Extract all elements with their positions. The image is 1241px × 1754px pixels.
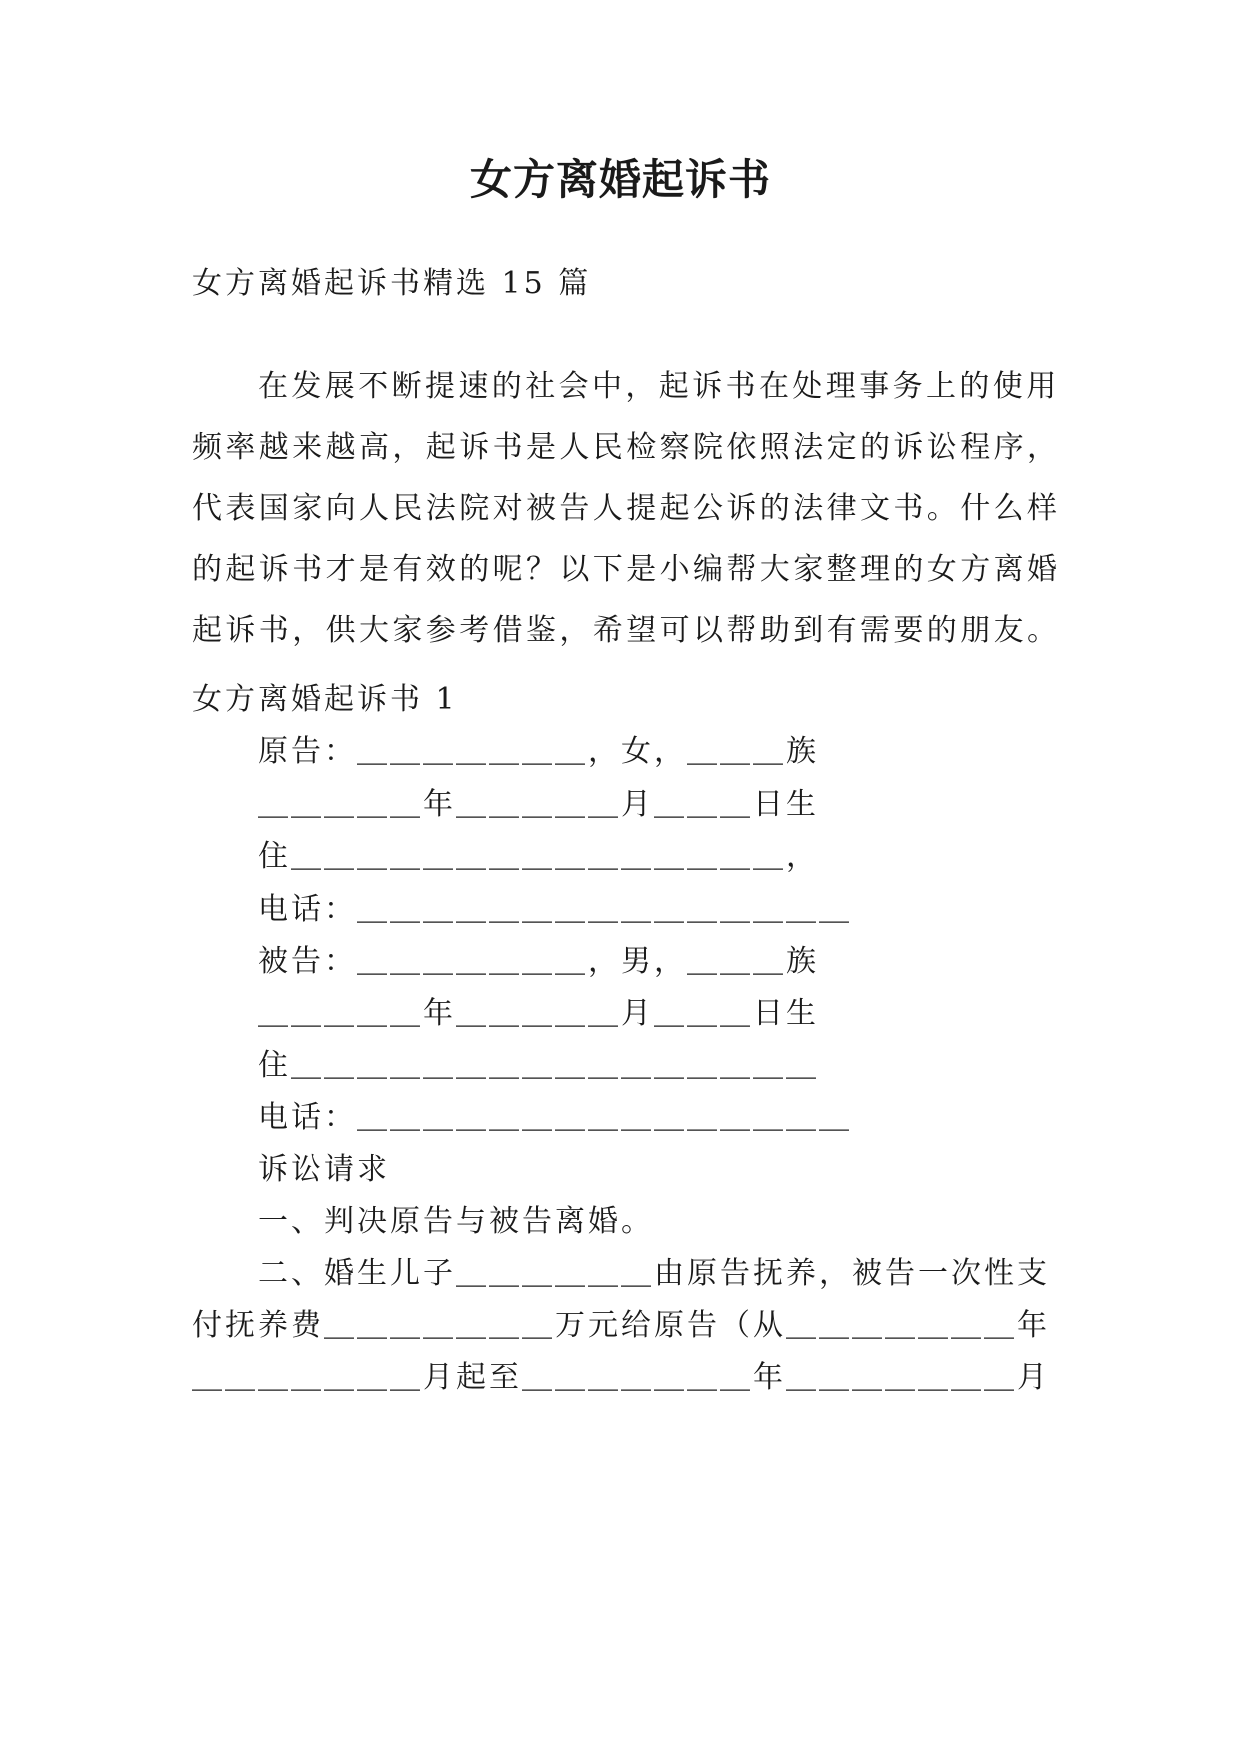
document-subtitle: 女方离婚起诉书精选 15 篇 bbox=[192, 266, 592, 301]
claim-item-2: 二、婚生儿子＿＿＿＿＿＿由原告抚养，被告一次性支 bbox=[258, 1256, 1050, 1291]
plaintiff-line: 原告：＿＿＿＿＿＿＿，女，＿＿＿族 bbox=[258, 734, 819, 769]
document-title: 女方离婚起诉书 bbox=[469, 155, 771, 204]
defendant-address-line: 住＿＿＿＿＿＿＿＿＿＿＿＿＿＿＿＿ bbox=[258, 1048, 819, 1083]
section-heading: 女方离婚起诉书 1 bbox=[192, 682, 458, 717]
defendant-line: 被告：＿＿＿＿＿＿＿，男，＿＿＿族 bbox=[258, 944, 819, 979]
defendant-phone-line: 电话：＿＿＿＿＿＿＿＿＿＿＿＿＿＿＿ bbox=[258, 1100, 852, 1135]
claims-heading: 诉讼请求 bbox=[258, 1152, 390, 1187]
defendant-birth-line: ＿＿＿＿＿年＿＿＿＿＿月＿＿＿日生 bbox=[258, 996, 819, 1031]
intro-paragraph: 在发展不断提速的社会中，起诉书在处理事务上的使用频率越来越高，起诉书是人民检察院依照法定的诉讼程序，代表国家向人民法院对被告人提起公诉的法律文书。什么样的起诉书才是有效的呢？以下是小编帮大家整理的女方离婚起诉书，供大家参考借鉴，希望可以帮助到有需要的朋友。 bbox=[192, 369, 1061, 648]
plaintiff-phone-line: 电话：＿＿＿＿＿＿＿＿＿＿＿＿＿＿＿ bbox=[258, 892, 852, 927]
plaintiff-address-line: 住＿＿＿＿＿＿＿＿＿＿＿＿＿＿＿， bbox=[258, 839, 819, 874]
claim-item-1: 一、判决原告与被告离婚。 bbox=[258, 1204, 654, 1239]
plaintiff-birth-line: ＿＿＿＿＿年＿＿＿＿＿月＿＿＿日生 bbox=[258, 787, 819, 822]
claim-item-2-payment: 付抚养费＿＿＿＿＿＿＿万元给原告（从＿＿＿＿＿＿＿年 bbox=[192, 1308, 1050, 1343]
claim-item-2-period: ＿＿＿＿＿＿＿月起至＿＿＿＿＿＿＿年＿＿＿＿＿＿＿月 bbox=[192, 1360, 1050, 1395]
